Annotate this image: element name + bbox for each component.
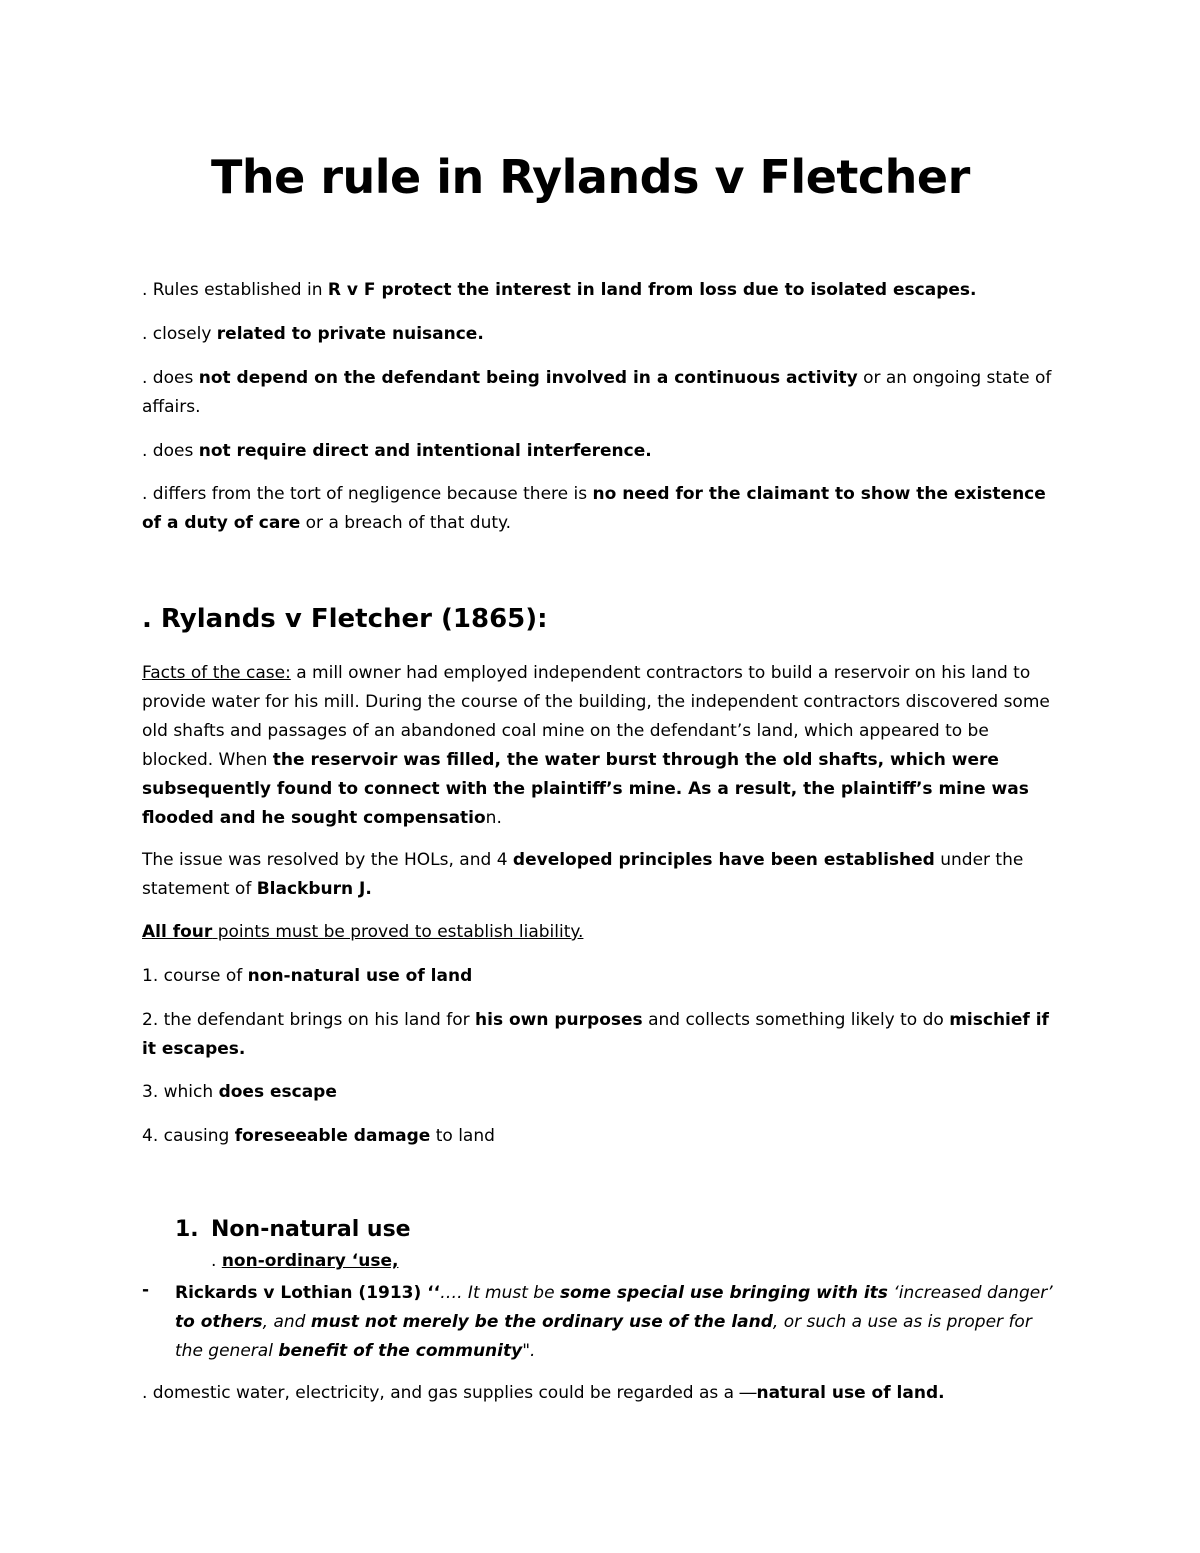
point-3-text: 3. which	[142, 1082, 219, 1102]
intro-point-3-tail: or an ongoing state of affairs.	[142, 368, 1052, 417]
case-heading: . Rylands v Fletcher (1865):	[142, 604, 548, 634]
intro-point-4-bold: not require direct and intentional interference.	[198, 441, 652, 461]
quote-part-8: benefit of the community	[278, 1341, 523, 1361]
point-1	[142, 962, 1062, 991]
point-2-mid: and collects something likely to do	[642, 1010, 950, 1030]
intro-point-1-text: . Rules established in	[142, 280, 328, 300]
natural-use-bold: natural use of land.	[756, 1383, 945, 1403]
point-4-bold: foreseeable damage	[234, 1126, 431, 1146]
intro-point-5-bold: no need for the claimant to show the existence of a duty of care	[142, 484, 1046, 533]
quote-part-7: , or such a use as is proper for the general	[175, 1312, 1032, 1361]
quote-part-2: some special use bringing with its	[559, 1283, 888, 1303]
intro-point-5	[142, 480, 1062, 538]
point-2	[142, 1006, 1062, 1064]
intro-point-3-bold: not depend on the defendant being involved in a continuous activity	[198, 368, 858, 388]
rickards-quote	[175, 1279, 1055, 1366]
point-1-text: 1. course of	[142, 966, 248, 986]
intro-point-5-text: . differs from the tort of negligence because there is	[142, 484, 593, 504]
issue-text-a: The issue was resolved by the HOLs, and 4	[142, 850, 513, 870]
facts-text: a mill owner had employed independent contractors to build a reservoir on his land to provide water for his mill. During the course of the building, the independent contractors discovered some old shafts and passages of an abandoned coal mine on the defendant’s land, which appeared to be blocked. When	[142, 663, 1050, 770]
facts-label: Facts of the case:	[142, 663, 291, 683]
intro-point-2-text: . closely	[142, 324, 217, 344]
intro-point-1-bold: R v F protect the interest in land from loss due to isolated escapes.	[327, 280, 977, 300]
issue-paragraph	[142, 846, 1062, 904]
intro-point-2-bold: related to private nuisance.	[216, 324, 484, 344]
intro-point-4-text: . does	[142, 441, 199, 461]
facts-bold: the reservoir was filled, the water burst through the old shafts, which were subsequently found to connect with the plaintiff’s mine. As a result, the plaintiff’s mine was flooded and he sought compensatio	[142, 750, 1029, 828]
all-four-rest: points must be proved to establish liability.	[212, 922, 584, 942]
intro-point-3-text: . does	[142, 368, 199, 388]
section-1-subpoint	[211, 1251, 398, 1271]
quote-part-6: must not merely be the ordinary use of the land	[310, 1312, 773, 1332]
point-3	[142, 1078, 1062, 1107]
quote-case-name: Rickards v Lothian (1913) ‘‘	[175, 1283, 441, 1303]
quote-part-4: to others	[175, 1312, 263, 1332]
facts-end: n.	[485, 808, 502, 828]
subpoint-prefix: .	[211, 1251, 222, 1271]
subpoint-underlined: non-ordinary ‘use,	[221, 1251, 399, 1271]
page-title: The rule in Rylands v Fletcher	[211, 150, 970, 204]
point-3-bold: does escape	[218, 1082, 337, 1102]
point-4	[142, 1122, 1062, 1151]
issue-text-b: under the statement of	[142, 850, 1024, 899]
all-four-note	[142, 918, 1062, 947]
quote-part-1: …. It must be	[440, 1283, 560, 1303]
natural-use-note	[142, 1379, 1062, 1408]
section-1-title: Non-natural use	[211, 1217, 411, 1242]
quote-part-5: , and	[262, 1312, 311, 1332]
point-1-bold: non-natural use of land	[247, 966, 473, 986]
point-2-bold: his own purposes	[475, 1010, 643, 1030]
natural-use-text: . domestic water, electricity, and gas supplies could be regarded as a ―	[142, 1383, 757, 1403]
issue-bold-b: Blackburn J.	[256, 879, 372, 899]
section-1-heading	[175, 1217, 411, 1242]
list-dash: -	[142, 1280, 150, 1300]
quote-part-3: ‘increased danger’	[887, 1283, 1053, 1303]
intro-point-5-tail: or a breach of that duty.	[300, 513, 512, 533]
all-four-bold: All four	[142, 922, 213, 942]
intro-point-1	[142, 276, 1062, 305]
facts-paragraph	[142, 659, 1062, 833]
point-2-text: 2. the defendant brings on his land for	[142, 1010, 476, 1030]
section-1-number: 1.	[175, 1217, 199, 1242]
quote-part-9: ".	[522, 1341, 536, 1361]
point-4-tail: to land	[430, 1126, 495, 1146]
intro-point-3	[142, 364, 1062, 422]
point-4-text: 4. causing	[142, 1126, 235, 1146]
point-2-bold-2: mischief if it escapes.	[142, 1010, 1049, 1059]
issue-bold-a: developed principles have been established	[512, 850, 935, 870]
intro-point-4	[142, 437, 1062, 466]
intro-point-2	[142, 320, 1062, 349]
